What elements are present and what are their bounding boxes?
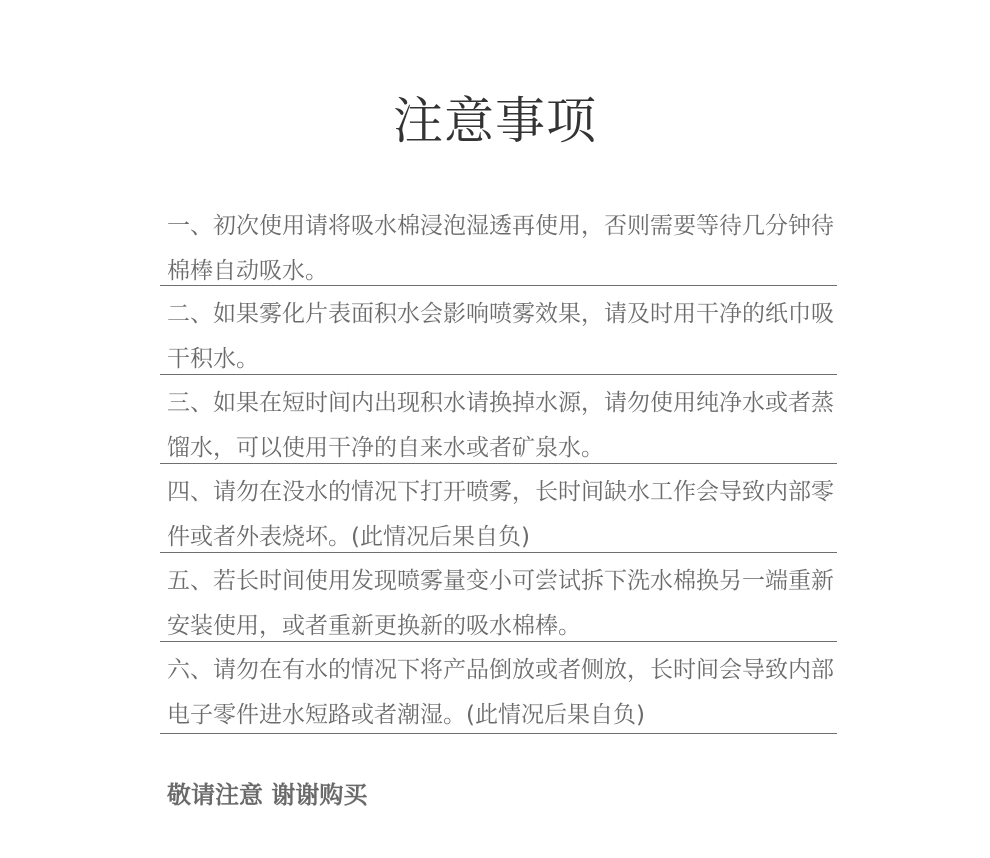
notice-item-1: 一、初次使用请将吸水棉浸泡湿透再使用，否则需要等待几分钟待棉棒自动吸水。 [160, 198, 837, 286]
notice-item-2: 二、如果雾化片表面积水会影响喷雾效果，请及时用干净的纸巾吸干积水。 [160, 286, 837, 375]
page-title: 注意事项 [393, 92, 597, 150]
notice-item-5: 五、若长时间使用发现喷雾量变小可尝试拆下洗水棉换另一端重新安装使用，或者重新更换新的吸水棉棒。 [160, 553, 837, 642]
notice-item-6: 六、请勿在有水的情况下将产品倒放或者侧放，长时间会导致内部电子零件进水短路或者潮湿。(此情况后果自负) [160, 642, 837, 734]
notice-item-3: 三、如果在短时间内出现积水请换掉水源，请勿使用纯净水或者蒸馏水，可以使用干净的自来水或者矿泉水。 [160, 375, 837, 464]
notice-item-4: 四、请勿在没水的情况下打开喷雾，长时间缺水工作会导致内部零件或者外表烧坏。(此情况后果自负) [160, 464, 837, 553]
footer-thanks: 敬请注意 谢谢购买 [167, 781, 368, 809]
notice-list [160, 198, 837, 734]
